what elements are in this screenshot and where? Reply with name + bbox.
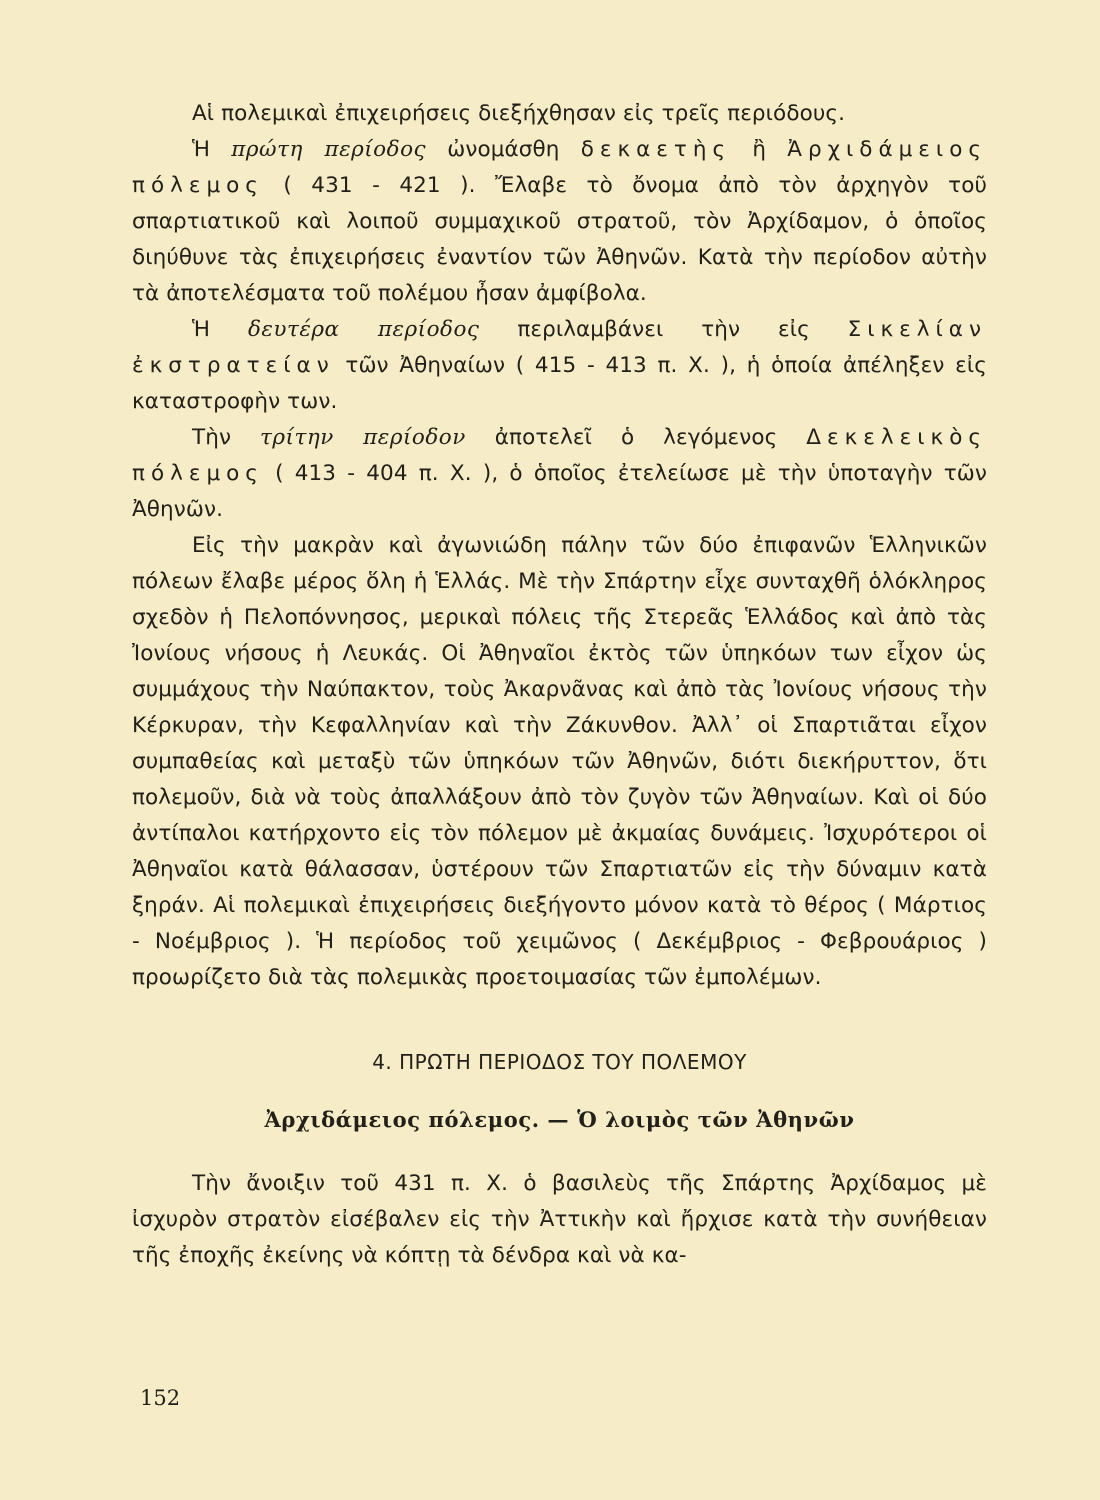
section-heading: 4. ΠΡΩΤΗ ΠΕΡΙΟΔΟΣ ΤΟΥ ΠΟΛΕΜΟΥ [372, 1050, 747, 1074]
paragraph-alliances: Εἰς τὴν μακρὰν καὶ ἀγωνιώδη πάλην τῶν δύο ἐπιφανῶν Ἑλληνικῶν πόλεων ἔλαβε μέρος ὅλη ἡ Ἑλλάς. Μὲ τὴν Σπάρτην εἶχε συνταχθῆ ὁλόκληρος σχεδὸν ἡ Πελοπόννησος, μερικαὶ πόλεις τῆς Στερεᾶς Ἑλλάδος καὶ ἀπὸ τὰς Ἰονίους νήσους ἡ Λευκάς. Οἱ Ἀθηναῖοι ἐκτὸς τῶν ὑπηκόων των εἶχον ὡς συμμάχους τὴν Ναύπακτον, τοὺς Ἀκαρνᾶνας καὶ ἀπὸ τὰς Ἰονίους νήσους τὴν Κέρκυραν, τὴν Κεφαλληνίαν καὶ τὴν Ζάκυνθον. Ἀλλ᾿ οἱ Σπαρτιᾶται εἶχον συμπαθείας καὶ μεταξὺ τῶν ὑπηκόων τῶν Ἀθηνῶν, διότι διεκήρυττον, ὅτι πολεμοῦν, διὰ νὰ τοὺς ἀπαλλάξουν ἀπὸ τὸν ζυγὸν τῶν Ἀθηναίων. Καὶ οἱ δύο ἀντίπαλοι κατήρχοντο εἰς τὸν πόλεμον μὲ ἀκμαίας δυνάμεις. Ἰσχυρότεροι οἱ Ἀθηναῖοι κατὰ θάλασσαν, ὑστέρουν τῶν Σπαρτιατῶν εἰς τὴν δύναμιν κατὰ ξηράν. Αἱ πολεμικαὶ ἐπιχειρήσεις διεξήγοντο μόνον κατὰ τὸ θέρος ( Μάρτιος - Νοέμβριος ). Ἡ περίοδος τοῦ χειμῶνος ( Δεκέμβριος - Φεβρουάριος ) προωρίζετο διὰ τὰς πολεμικὰς προετοιμασίας τῶν ἐμπολέμων. [132, 533, 987, 990]
paragraph-periods-intro: Αἱ πολεμικαὶ ἐπιχειρήσεις διεξήχθησαν εἰς τρεῖς περιόδους. [192, 101, 846, 126]
spaced-term: Δεκελεικὸς πόλεμος [132, 425, 987, 486]
text-run: Τὴν [192, 425, 261, 450]
italic-term: πρώτη περίοδος [231, 137, 427, 162]
italic-term: τρίτην περίοδον [260, 425, 466, 450]
italic-term: δευτέρα περίοδος [247, 317, 480, 342]
spaced-term: δεκαετὴς [580, 137, 732, 162]
paragraph-third-period [132, 420, 987, 528]
page-body [132, 96, 987, 1274]
text-run: ἢ [731, 137, 788, 162]
text-run: Ἡ [192, 137, 232, 162]
page-number: 152 [140, 1386, 181, 1410]
text-run: ὠνομάσθη [426, 137, 581, 162]
spaced-term: Ἀρχιδάμειος πόλεμος [132, 137, 987, 198]
paragraph-archidamus-invasion: Τὴν ἄνοιξιν τοῦ 431 π. Χ. ὁ βασιλεὺς τῆς Σπάρτης Ἀρχίδαμος μὲ ἰσχυρὸν στρατὸν εἰσέβαλεν εἰς τὴν Ἀττικὴν καὶ ἤρχισε κατὰ τὴν συνήθειαν τῆς ἐποχῆς ἐκείνης νὰ κόπτῃ τὰ δένδρα καὶ νὰ κα- [132, 1171, 987, 1268]
text-run: Ἡ [192, 317, 248, 342]
paragraph-first-period [132, 132, 987, 312]
text-run: τῶν Ἀθηναίων ( 415 - 413 π. Χ. ), ἡ ὁποία ἀπέληξεν εἰς καταστροφὴν των. [132, 353, 987, 414]
text-run: περιλαμβάνει τὴν εἰς [479, 317, 848, 342]
text-run: ( 413 - 404 π. Χ. ), ὁ ὁποῖος ἐτελείωσε μὲ τὴν ὑποταγὴν τῶν Ἀθηνῶν. [132, 461, 987, 522]
spaced-term: Σικελίαν ἐκστρατείαν [132, 317, 987, 378]
text-run: ἀποτελεῖ ὁ λεγόμενος [465, 425, 807, 450]
paragraph-second-period [132, 312, 987, 420]
subsection-heading: Ἀρχιδάμειος πόλεμος. — Ὁ λοιμὸς τῶν Ἀθηνῶν [264, 1107, 855, 1132]
text-run: ( 431 - 421 ). Ἔλαβε τὸ ὄνομα ἀπὸ τὸν ἀρχηγὸν τοῦ σπαρτιατικοῦ καὶ λοιποῦ συμμαχικοῦ στρατοῦ, τὸν Ἀρχίδαμον, ὁ ὁποῖος διηύθυνε τὰς ἐπιχειρήσεις ἐναντίον τῶν Ἀθηνῶν. Κατὰ τὴν περίοδον αὐτὴν τὰ ἀποτελέσματα τοῦ πολέμου ἦσαν ἀμφίβολα. [132, 173, 987, 306]
